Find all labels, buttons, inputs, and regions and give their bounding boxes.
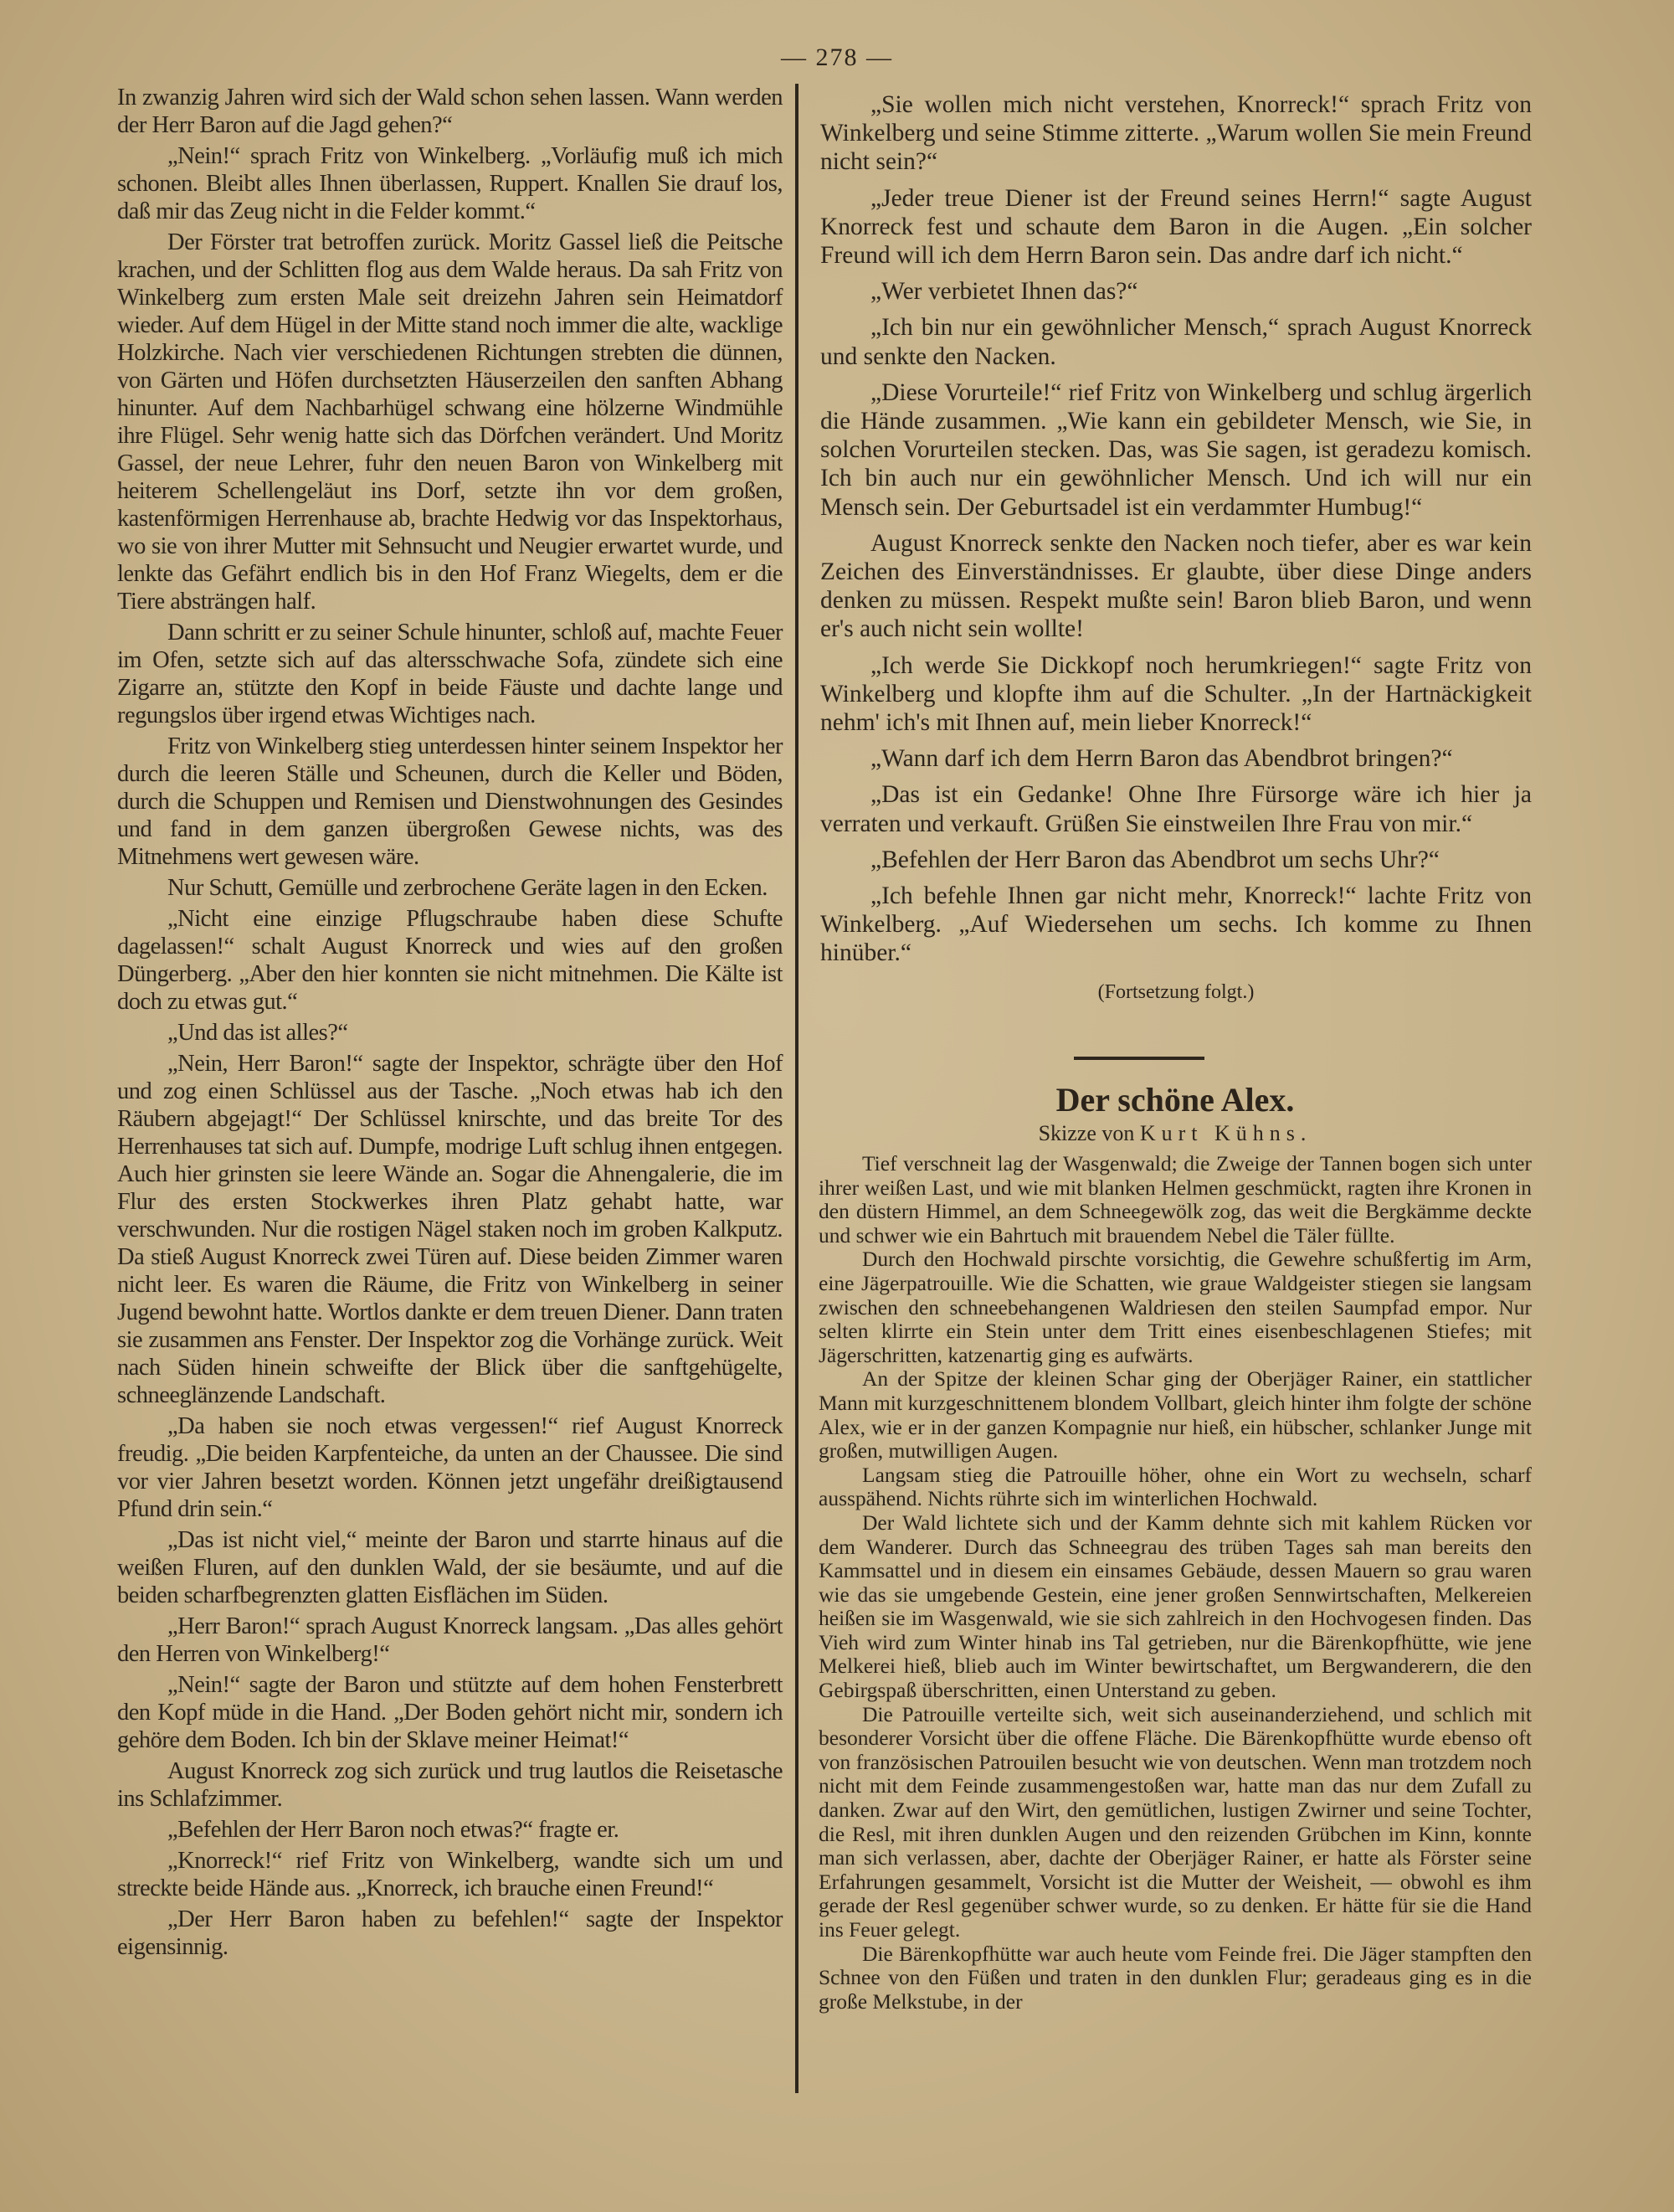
paragraph: „Nein, Herr Baron!“ sagte der Inspektor, schrägte über den Hof und zog einen Schlüssel aus der Tasche. „Noch etwas hab ich den Räubern abgejagt!“ Der Schlüssel knirschte, und das breite Tor des Herrenhauses tat sich auf. Dumpfe, modrige Luft schlug ihnen entgegen. Auch hier grinsten sie leere Wände an. Sogar die Ahnengalerie, die im Flur des ersten Stockwerkes ihren Platz gehabt hatte, war verschwunden. Nur die rostigen Nägel staken noch im groben Kalkputz. Da stieß August Knorreck zwei Türen auf. Diese beiden Zimmer waren nicht leer. Es waren die Räume, die Fritz von Winkelberg in seiner Jugend bewohnt hatte. Wortlos dankte er dem treuen Diener. Dann traten sie zusammen ans Fenster. Der Inspektor zog die Vorhänge zurück. Weit nach Süden hinein schweifte der Blick über die sanftgehügelte, schneeglänzende Landschaft. <box>117 1051 783 1408</box>
paragraph: „Und das ist alles?“ <box>167 1020 348 1046</box>
paragraph: „Ich befehle Ihnen gar nicht mehr, Knorreck!“ lachte Fritz von Winkelberg. „Auf Wiedersehen um sechs. Ich komme zu Ihnen hinüber.“ <box>820 882 1532 967</box>
paragraph: „Das ist nicht viel,“ meinte der Baron und starrte hinaus auf die weißen Fluren, auf den dunklen Wald, der sie besäumte, und auf die beiden scharfbegrenzten glatten Eisflächen im Süden. <box>117 1527 783 1608</box>
paragraph: „Wer verbietet Ihnen das?“ <box>870 278 1138 306</box>
page-number: — 278 — <box>781 44 893 71</box>
paragraph: „Knorreck!“ rief Fritz von Winkelberg, wandte sich um und streckte beide Hände aus. „Knorreck, ich brauche einen Freund!“ <box>117 1848 783 1901</box>
left-column-text <box>117 84 783 1964</box>
paragraph: „Herr Baron!“ sprach August Knorreck langsam. „Das alles gehört den Herren von Winkelberg!“ <box>117 1613 783 1667</box>
paragraph: „Befehlen der Herr Baron noch etwas?“ fragte er. <box>167 1817 619 1843</box>
paragraph: Nur Schutt, Gemülle und zerbrochene Geräte lagen in den Ecken. <box>167 875 768 901</box>
paragraph: Die Patrouille verteilte sich, weit sich auseinanderziehend, und schlich mit besonderer Vorsicht über die offene Fläche. Die Bärenkopfhütte wurde ebenso oft von französischen Patrouilen besucht wie von deutschen. Wenn man trotzdem noch nicht mit dem Feinde zusammengestoßen war, hatte man das nur dem Zufall zu danken. Zwar auf den Wirt, den gemütlichen, lustigen Zwirner und seine Tochter, die Resl, mit ihren dunklen Augen und den reizenden Grübchen im Kinn, konnte man sich verlassen, aber, dachte der Oberjäger Rainer, er hatte als Förster seine Erfahrungen gesammelt, Vorsicht ist die Mutter der Weisheit, — obwohl es ihm gerade der Resl gegenüber schwer wurde, so zu denken. Er hätte für sie die Hand ins Feuer gelegt. <box>819 1701 1532 1942</box>
paragraph: „Der Herr Baron haben zu befehlen!“ sagte der Inspektor eigensinnig. <box>117 1906 783 1960</box>
paragraph: Die Bärenkopfhütte war auch heute vom Feinde frei. Die Jäger stampften den Schnee von den Füßen und traten in den dunklen Flur; geradeaus ging es in die große Melkstube, in der <box>819 1941 1532 2014</box>
paragraph: Durch den Hochwald pirschte vorsichtig, die Gewehre schußfertig im Arm, eine Jägerpatrouille. Wie die Schatten, wie graue Waldgeister stiegen sie langsam zwischen den schneebehangenen Waldriesen den steilen Saumpfad empor. Nur selten klirrte ein Stein unter dem Tritt eines eisenbeschlagenen Stiefes; mit Jägerschritten, katzenartig ging es aufwärts. <box>819 1247 1532 1367</box>
paragraph: In zwanzig Jahren wird sich der Wald schon sehen lassen. Wann werden der Herr Baron auf die Jagd gehen?“ <box>117 85 783 138</box>
paragraph: Dann schritt er zu seiner Schule hinunter, schloß auf, machte Feuer im Ofen, setzte sich auf das altersschwache Sofa, zündete sich eine Zigarre an, stützte den Kopf in beide Fäuste und dachte lange und regungslos über irgend etwas Wichtiges nach. <box>117 620 783 728</box>
paragraph: Fritz von Winkelberg stieg unterdessen hinter seinem Inspektor her durch die leeren Ställe und Scheunen, durch die Keller und Böden, durch die Schuppen und Remisen und Dienstwohnungen des Gesindes und fand in dem ganzen übergroßen Gewese nichts, was des Mitnehmens wert gewesen wäre. <box>117 733 783 870</box>
story-section <box>819 1080 1532 2110</box>
paragraph: Langsam stieg die Patrouille höher, ohne ein Wort zu wechseln, scharf ausspähend. Nichts rührte sich im winterlichen Hochwald. <box>819 1462 1532 1511</box>
story-title: Der schöne Alex. <box>1055 1081 1295 1119</box>
continuation-note: (Fortsetzung folgt.) <box>1097 980 1255 1003</box>
story-body <box>819 1152 1532 2014</box>
paragraph: August Knorreck senkte den Nacken noch tiefer, aber es war kein Zeichen des Einverständnisses. Er glaubte, über diese Dinge anders denken zu müssen. Respekt mußte sein! Baron blieb Baron, und wenn er's auch nicht sein wollte! <box>820 529 1532 643</box>
paragraph: Tief verschneit lag der Wasgenwald; die Zweige der Tannen bogen sich unter ihrer weißen Last, und wie mit blanken Helmen geschmückt, ragten ihre Kronen in den düstern Himmel, an dem Schneegewölk zog, das weit die Bergkämme deckte und schwer wie ein Bahrtuch mit brauendem Nebel die Täler füllte. <box>819 1151 1532 1247</box>
author-name: Kurt Kühns. <box>1139 1121 1312 1145</box>
paragraph: „Wann darf ich dem Herrn Baron das Abendbrot bringen?“ <box>870 745 1453 773</box>
paragraph: „Nein!“ sprach Fritz von Winkelberg. „Vorläufig muß ich mich schonen. Bleibt alles Ihnen überlassen, Ruppert. Knallen Sie drauf los, daß mir das Zeug nicht in die Felder kommt.“ <box>117 143 783 224</box>
paragraph: „Diese Vorurteile!“ rief Fritz von Winkelberg und schlug ärgerlich die Hände zusammen. „Wie kann ein gebildeter Mensch, wie Sie, in solchen Vorurteilen stecken. Das, was Sie sagen, ist geradezu komisch. Ich bin auch nur ein gewöhnlicher Mensch. Und ich will nur ein Mensch sein. Der Geburtsadel ist ein verdammter Humbug!“ <box>820 378 1532 521</box>
byline-prefix: Skizze von <box>1038 1121 1135 1145</box>
paragraph: „Das ist ein Gedanke! Ohne Ihre Fürsorge wäre ich hier ja verraten und verkauft. Grüßen Sie einstweilen Ihre Frau von mir.“ <box>820 781 1532 837</box>
paragraph: „Ich werde Sie Dickkopf noch herumkriegen!“ sagte Fritz von Winkelberg und klopfte ihm auf die Schulter. „In der Hartnäckigkeit nehm' ich's mit Ihnen auf, mein lieber Knorreck!“ <box>820 651 1532 737</box>
paragraph: „Nein!“ sagte der Baron und stützte auf dem hohen Fensterbrett den Kopf müde in die Hand. „Der Boden gehört nicht mir, sondern ich gehöre dem Boden. Ich bin der Sklave meiner Heimat!“ <box>117 1672 783 1753</box>
paragraph: „Nicht eine einzige Pflugschraube haben diese Schufte dagelassen!“ schalt August Knorreck und wies auf den großen Düngerberg. „Aber den hier konnten sie nicht mitnehmen. Die Kälte ist doch zu etwas gut.“ <box>117 906 783 1015</box>
story-byline <box>819 1120 1532 1147</box>
column-divider <box>795 84 798 2093</box>
paragraph: August Knorreck zog sich zurück und trug lautlos die Reisetasche ins Schlafzimmer. <box>117 1758 783 1812</box>
paragraph: Der Wald lichtete sich und der Kamm dehnte sich mit kahlem Rücken vor dem Wanderer. Durch das Schneegrau des trüben Tages sah man bereits den Kammsattel und in diesem ein einsames Gebäude, dessen Mauern so grau waren wie das sie umgebende Gestein, eine jener großen Sennwirtschaften, Melkereien heißen sie im Wasgenwald, wie sie sich zahlreich in den Hochvogesen finden. Das Vieh wird zum Winter hinab ins Tal getrieben, nur die Bärenkopfhütte, wie jene Melkerei hieß, blieb auch im Winter bewirtschaftet, um Bergwanderern, die den Gebirgspaß überschritten, einen Unterstand zu geben. <box>819 1510 1532 1703</box>
paragraph: Der Förster trat betroffen zurück. Moritz Gassel ließ die Peitsche krachen, und der Schlitten flog aus dem Walde heraus. Da sah Fritz von Winkelberg zum ersten Male seit dreizehn Jahren sein Heimatdorf wieder. Auf dem Hügel in der Mitte stand noch immer die alte, wacklige Holzkirche. Nach vier verschiedenen Richtungen strebten die dünnen, von Gärten und Höfen durchsetzten Häuserzeilen den sanften Abhang hinunter. Auf dem Nachbarhügel schwang eine hölzerne Windmühle ihre Flügel. Sehr wenig hatte sich das Dörfchen verändert. Und Moritz Gassel, der neue Lehrer, fuhr den neuen Baron von Winkelberg mit heiterem Schellengeläut ins Dorf, setzte ihn vor dem großen, kastenförmigen Herrenhause ab, brachte Hedwig vor das Inspektorhaus, wo sie von ihrer Mutter mit Sehnsucht und Neugier erwartet wurde, und lenkte das Gefährt endlich bis in den Hof Franz Wiegelts, dem er die Tiere absträngen half. <box>117 229 783 615</box>
paragraph: „Befehlen der Herr Baron das Abendbrot um sechs Uhr?“ <box>870 846 1440 873</box>
paragraph: An der Spitze der kleinen Schar ging der Oberjäger Rainer, ein stattlicher Mann mit kurzgeschnittenem blondem Vollbart, gleich hinter ihm folgte der schöne Alex, wie er in der ganzen Kompagnie nur hieß, ein hübscher, schlanker Junge mit großen, mutwilligen Augen. <box>819 1366 1532 1464</box>
right-column-text <box>820 90 1532 1014</box>
section-separator <box>1074 1057 1204 1060</box>
paragraph: „Da haben sie noch etwas vergessen!“ rief August Knorreck freudig. „Die beiden Karpfenteiche, da unten an der Chaussee. Die sind vor vier Jahren besetzt worden. Können jetzt ungefähr dreißigtausend Pfund drin sein.“ <box>117 1413 783 1522</box>
paragraph: „Jeder treue Diener ist der Freund seines Herrn!“ sagte August Knorreck fest und schaute dem Baron in die Augen. „Ein solcher Freund will ich dem Herrn Baron sein. Das andre darf ich nicht.“ <box>820 184 1532 270</box>
paragraph: „Ich bin nur ein gewöhnlicher Mensch,“ sprach August Knorreck und senkte den Nacken. <box>820 314 1532 370</box>
paragraph: „Sie wollen mich nicht verstehen, Knorreck!“ sprach Fritz von Winkelberg und seine Stimme zitterte. „Warum wollen Sie mein Freund nicht sein?“ <box>820 91 1532 176</box>
